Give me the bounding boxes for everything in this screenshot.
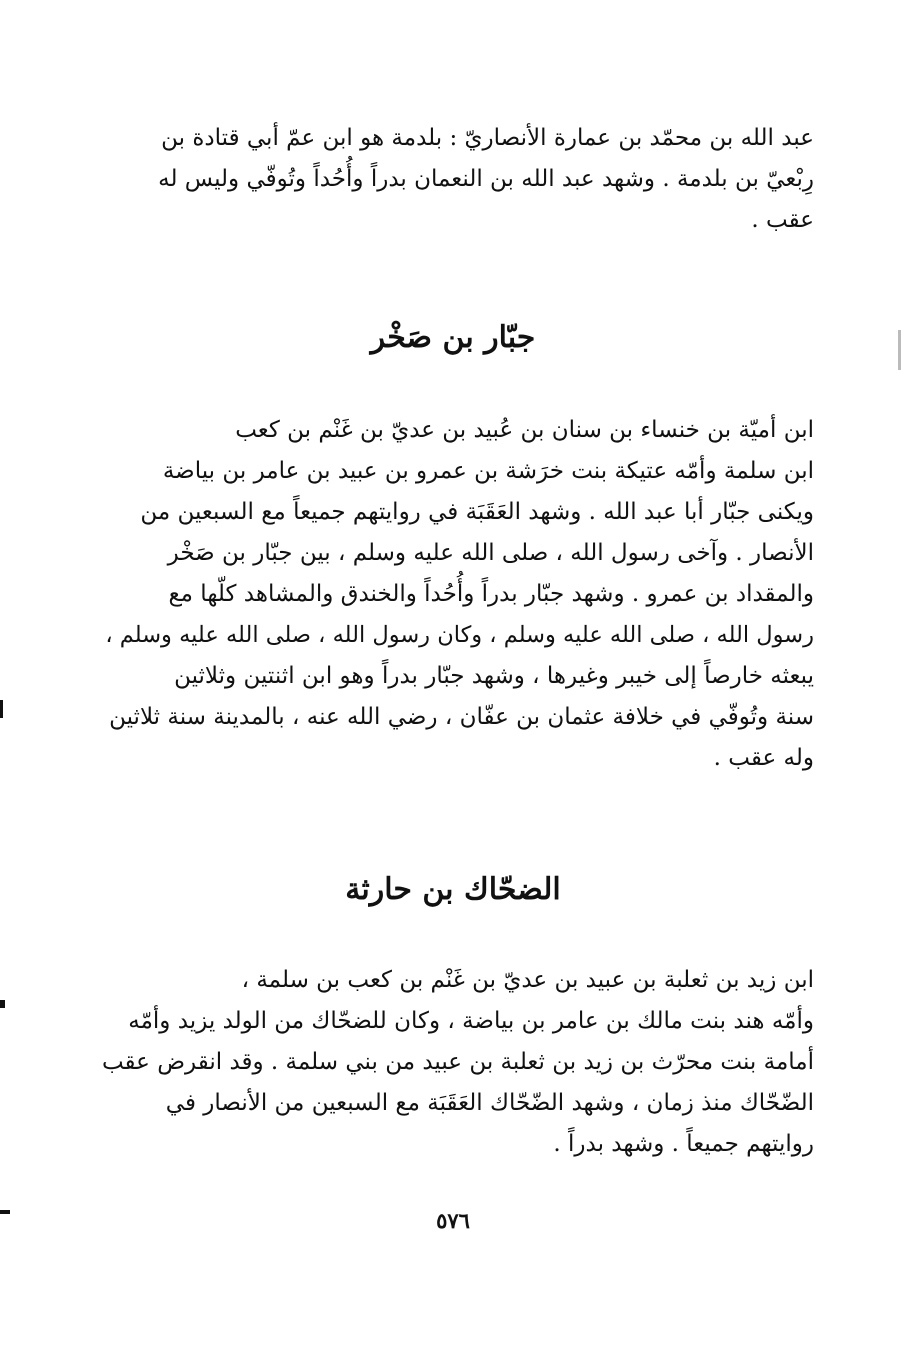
- paragraph-line: ابن أميّة بن خنساء بن سنان بن عُبيد بن عديّ بن غَنْم بن كعب: [235, 417, 814, 443]
- section-heading: الضحّاك بن حارثة: [345, 872, 561, 907]
- paragraph-line: والمقداد بن عمرو . وشهد جبّار بدراً وأُحُداً والخندق والمشاهد كلّها مع: [168, 581, 814, 607]
- paragraph-line: ابن سلمة وأمّه عتيكة بنت خرَشة بن عمرو بن عبيد بن عامر بن بياضة: [162, 458, 814, 484]
- paragraph-line: أمامة بنت محرّث بن زيد بن ثعلبة بن عبيد من بني سلمة . وقد انقرض عقب: [101, 1049, 814, 1075]
- paragraph-line: وأمّه هند بنت مالك بن عامر بن بياضة ، وكان للضحّاك من الولد يزيد وأمّه: [128, 1008, 814, 1034]
- paragraph-line: ابن زيد بن ثعلبة بن عبيد بن عديّ بن غَنْم بن كعب بن سلمة ،: [241, 967, 814, 993]
- paragraph-line: وله عقب .: [713, 745, 814, 771]
- paragraph-line: الأنصار . وآخى رسول الله ، صلى الله عليه وسلم ، بين جبّار بن صَخْر: [167, 540, 814, 566]
- scan-mark: [0, 1000, 5, 1008]
- section-heading: جبّار بن صَخْر: [370, 320, 536, 355]
- paragraph-line: عبد الله بن محمّد بن عمارة الأنصاريّ : بلدمة هو ابن عمّ أبي قتادة بن: [161, 125, 814, 151]
- paragraph-line: يبعثه خارصاً إلى خيبر وغيرها ، وشهد جبّار بدراً وهو ابن اثنتين وثلاثين: [174, 663, 814, 689]
- scan-mark: [0, 1210, 10, 1214]
- section-paragraph: [98, 960, 814, 1165]
- paragraph-line: رسول الله ، صلى الله عليه وسلم ، وكان رسول الله ، صلى الله عليه وسلم ،: [105, 622, 814, 648]
- paragraph-line: روايتهم جميعاً . وشهد بدراً .: [553, 1131, 814, 1157]
- scan-mark: [0, 700, 3, 718]
- paragraph-line: ويكنى جبّار أبا عبد الله . وشهد العَقَبَة في روايتهم جميعاً مع السبعين من: [140, 499, 814, 525]
- paragraph-line: عقب .: [751, 207, 814, 233]
- page-number: ٥٧٦: [436, 1208, 470, 1233]
- scan-mark: [898, 330, 901, 370]
- paragraph-line: رِبْعيّ بن بلدمة . وشهد عبد الله بن النعمان بدراً وأُحُداً وتُوفّي وليس له: [158, 166, 814, 192]
- paragraph-line: الضّحّاك منذ زمان ، وشهد الضّحّاك العَقَبَة مع السبعين من الأنصار في: [165, 1090, 814, 1116]
- paragraph-line: سنة وتُوفّي في خلافة عثمان بن عفّان ، رضي الله عنه ، بالمدينة سنة ثلاثين: [109, 704, 814, 730]
- section-paragraph: [98, 410, 814, 779]
- intro-paragraph: [98, 118, 814, 241]
